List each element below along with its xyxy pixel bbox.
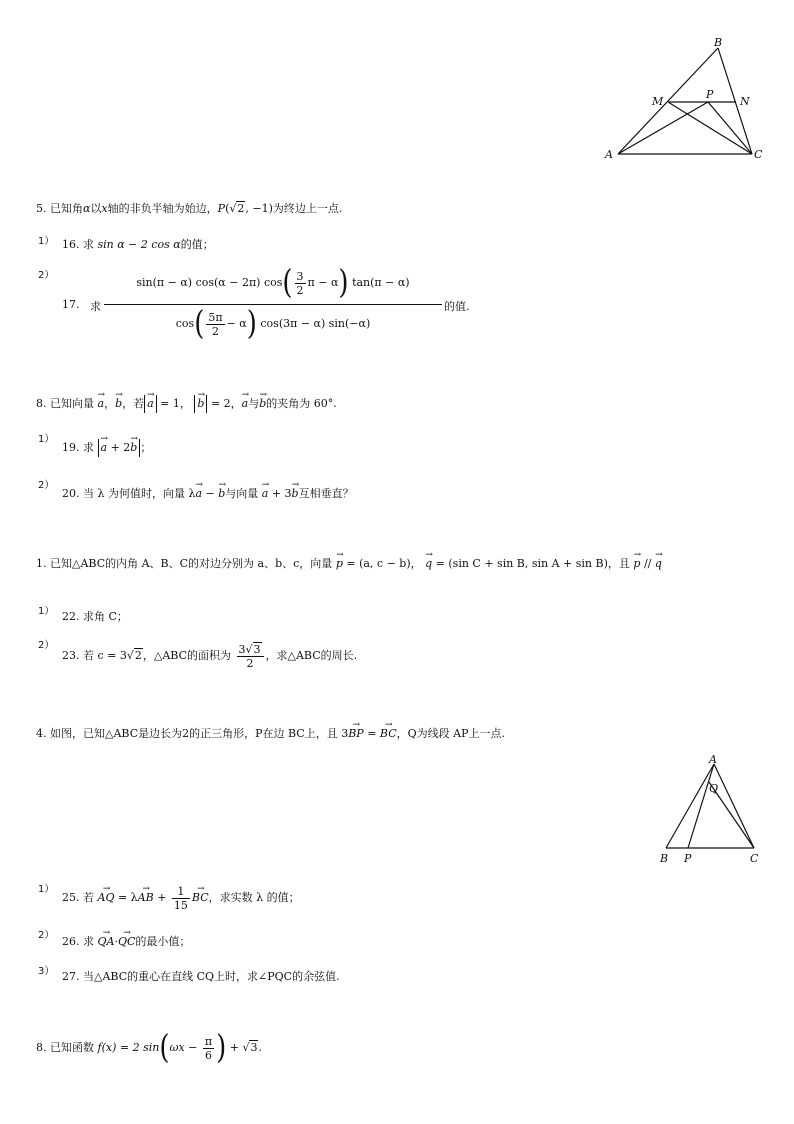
- sub-marker: 1）: [38, 884, 55, 895]
- text: = 1，: [160, 397, 191, 410]
- vector-a: → a: [262, 484, 269, 504]
- vector-b: → b: [218, 484, 225, 504]
- symbol-x: x: [101, 202, 108, 215]
- text: ·: [114, 935, 118, 948]
- sub-marker: 2）: [38, 930, 55, 941]
- sub-marker: 1）: [38, 434, 55, 445]
- question-20: [62, 484, 354, 504]
- frac-den: 2: [211, 324, 219, 338]
- question-21-stem: [36, 554, 662, 574]
- text: 若: [83, 891, 94, 904]
- question-15-stem: [36, 202, 342, 216]
- label-A: A: [709, 753, 717, 766]
- question-26: [62, 932, 190, 952]
- text: 的夹角为 60°.: [266, 397, 337, 410]
- question-number: 27.: [62, 970, 80, 983]
- question-number: 5.: [36, 202, 47, 215]
- vector-b: → b: [197, 395, 204, 413]
- vector-QA: → QA: [98, 932, 115, 952]
- question-23: 23. 若 c = 3√2，△ABC的面积为 $\frac{3√3}{2}$ ，求△ABC的周长.: [62, 642, 358, 670]
- text: = 2，: [210, 397, 242, 410]
- vector-BC: → BC: [380, 724, 397, 744]
- sqrt-value: 2: [237, 202, 245, 215]
- sqrt-value: 3: [250, 1041, 258, 1054]
- text: ，求实数 λ 的值；: [208, 891, 300, 904]
- sub-marker: 2）: [38, 270, 55, 281]
- text: ；: [140, 441, 152, 454]
- text: 求: [83, 935, 94, 948]
- label-B: B: [714, 36, 723, 49]
- text: 的值.: [444, 300, 470, 313]
- sqrt-value: 2: [134, 649, 142, 662]
- text: π − α: [307, 276, 339, 289]
- frac-den: 2: [296, 283, 304, 297]
- frac-num: 3: [296, 269, 304, 283]
- frac-den: 2: [246, 656, 254, 670]
- text: 互相垂直？: [298, 487, 354, 500]
- paren: (: [194, 305, 205, 343]
- text: cos(3π − α) sin(−α): [260, 317, 371, 330]
- symbol-alpha: α: [83, 202, 91, 215]
- text: 为终边上一点.: [272, 202, 343, 215]
- text: 已知角: [50, 202, 83, 215]
- text: tan(π − α): [352, 276, 410, 289]
- text: ，若: [122, 397, 145, 410]
- text: ，求△ABC的周长.: [265, 649, 358, 662]
- fraction-bar: [104, 304, 442, 305]
- question-number: 20.: [62, 487, 80, 500]
- frac-den: 6: [204, 1048, 212, 1062]
- question-19: [62, 438, 151, 458]
- function: f(x) = 2 sin: [97, 1041, 160, 1054]
- question-number: 17.: [62, 298, 80, 311]
- question-28-stem: 8. 已知函数 f(x) = 2 sin(ωx − $\frac{\pi}{6}$ ) + √3.: [36, 1029, 262, 1067]
- point-P: P: [217, 202, 226, 215]
- expression: sin α − 2 cos α: [97, 238, 181, 251]
- sub-marker: 3）: [38, 966, 55, 977]
- text: 与向量: [225, 487, 259, 500]
- vector-a: → a: [195, 484, 202, 504]
- vector-AB: → AB: [138, 882, 154, 914]
- text: 求角 C；: [83, 610, 128, 623]
- fraction: [172, 885, 190, 912]
- question-number: 1.: [36, 557, 47, 570]
- question-27: [62, 970, 340, 984]
- vector-p: → p: [336, 554, 343, 574]
- text: −: [205, 487, 215, 500]
- label-P: P: [684, 852, 692, 865]
- text: 求: [90, 300, 101, 313]
- vector-BC: → BC: [192, 882, 209, 914]
- question-16: [62, 238, 214, 252]
- text: 已知△ABC的内角 A、B、C的对边分别为 a、b、c，向量: [50, 557, 333, 570]
- text: .: [258, 1041, 262, 1054]
- sub-marker: 2）: [38, 640, 55, 651]
- label-P: P: [706, 88, 714, 101]
- vector-q: → q: [425, 554, 432, 574]
- label-N: N: [740, 95, 750, 108]
- question-22: [62, 610, 128, 624]
- text: cos: [175, 317, 195, 330]
- vector-b: → b: [130, 439, 137, 457]
- vector-AQ: → AQ: [98, 882, 115, 914]
- abs-expression: [98, 439, 141, 457]
- question-24-stem: [36, 724, 505, 744]
- text: 当 λ 为何值时，向量 λ: [83, 487, 196, 500]
- paren: ): [216, 1029, 227, 1067]
- frac-num: π: [204, 1034, 213, 1048]
- question-18-stem: [36, 394, 337, 414]
- triangle-figure-abc-pq: [654, 752, 770, 868]
- sub-marker: 1）: [38, 236, 55, 247]
- frac-num: 5π: [208, 310, 223, 324]
- triangle-figure-mnp: [600, 36, 770, 166]
- question-number: 22.: [62, 610, 80, 623]
- text: //: [643, 557, 652, 570]
- label-A: A: [605, 148, 613, 161]
- frac-den: 15: [173, 898, 188, 912]
- abs-b: [194, 395, 207, 413]
- text: = λ: [117, 891, 138, 904]
- label-C: C: [750, 852, 759, 865]
- sub-marker: 1）: [38, 606, 55, 617]
- question-number: 25.: [62, 891, 80, 904]
- label-B: B: [660, 852, 669, 865]
- text: 若 c = 3: [83, 649, 127, 662]
- numerator: [104, 264, 442, 302]
- question-number: 26.: [62, 935, 80, 948]
- sub-marker: 2）: [38, 480, 55, 491]
- text: ，△ABC的面积为: [142, 649, 231, 662]
- text: 求: [83, 238, 94, 251]
- question-25: [62, 882, 300, 914]
- vector-q: → q: [655, 554, 662, 574]
- label-C: C: [754, 148, 763, 161]
- question-number: 8.: [36, 397, 47, 410]
- question-number: 19.: [62, 441, 80, 454]
- question-number: 4.: [36, 727, 47, 740]
- text: = (sin C + sin B, sin A + sin B)，且: [435, 557, 630, 570]
- text: 如图，已知△ABC是边长为2的正三角形，P在边 BC上，且 3: [50, 727, 349, 740]
- text: +: [157, 891, 167, 904]
- vector-a: → a: [147, 395, 154, 413]
- text: sin(π − α) cos(α − 2π) cos: [136, 276, 283, 289]
- question-number: 16.: [62, 238, 80, 251]
- label-Q: Q: [709, 782, 719, 795]
- paren: (: [159, 1029, 170, 1067]
- text: 的值；: [180, 238, 214, 251]
- text: = (a, c − b)，: [346, 557, 422, 570]
- coord-rest: , −1): [245, 202, 273, 215]
- text: 的最小值；: [135, 935, 191, 948]
- big-fraction: [104, 264, 442, 343]
- paren: ): [246, 305, 257, 343]
- vector-a: → a: [242, 394, 249, 414]
- vector-QC: → QC: [118, 932, 135, 952]
- vector-p: → p: [633, 554, 640, 574]
- vector-b: → b: [292, 484, 299, 504]
- label-M: M: [652, 95, 664, 108]
- vector-BP: → BP: [348, 724, 364, 744]
- text: − α: [226, 317, 247, 330]
- vector-a: → a: [98, 394, 105, 414]
- text: + 3: [271, 487, 292, 500]
- abs-a: [144, 395, 157, 413]
- text: 求: [83, 441, 94, 454]
- vector-b: → b: [115, 394, 122, 414]
- text: ，Q为线段 AP上一点.: [396, 727, 505, 740]
- paren: (: [282, 264, 293, 302]
- fraction: [295, 270, 306, 297]
- fraction: [206, 311, 224, 338]
- question-number: 23.: [62, 649, 80, 662]
- coord: (√2, −1): [225, 202, 273, 215]
- text: + 2: [110, 441, 131, 454]
- text: ，: [104, 397, 116, 410]
- text: 轴的非负半轴为始边，: [107, 202, 218, 215]
- text: 已知函数: [50, 1041, 94, 1054]
- vector-b: → b: [259, 394, 266, 414]
- fraction: [203, 1035, 214, 1062]
- text: 以: [90, 202, 102, 215]
- vector-a: → a: [101, 439, 108, 457]
- fraction: [237, 643, 264, 670]
- frac-num: 1: [172, 885, 190, 899]
- sqrt-value: 3: [253, 642, 261, 656]
- text: +: [229, 1041, 239, 1054]
- text: 已知向量: [50, 397, 94, 410]
- text: 3: [238, 642, 246, 656]
- paren: ): [338, 264, 349, 302]
- denominator: [104, 305, 442, 343]
- frac-num: 3√3: [237, 643, 264, 657]
- text: 当△ABC的重心在直线 CQ上时，求∠PQC的余弦值.: [83, 970, 340, 983]
- expression: ωx −: [169, 1041, 198, 1054]
- question-number: 8.: [36, 1041, 47, 1054]
- text: =: [367, 727, 377, 740]
- text: 与: [248, 397, 260, 410]
